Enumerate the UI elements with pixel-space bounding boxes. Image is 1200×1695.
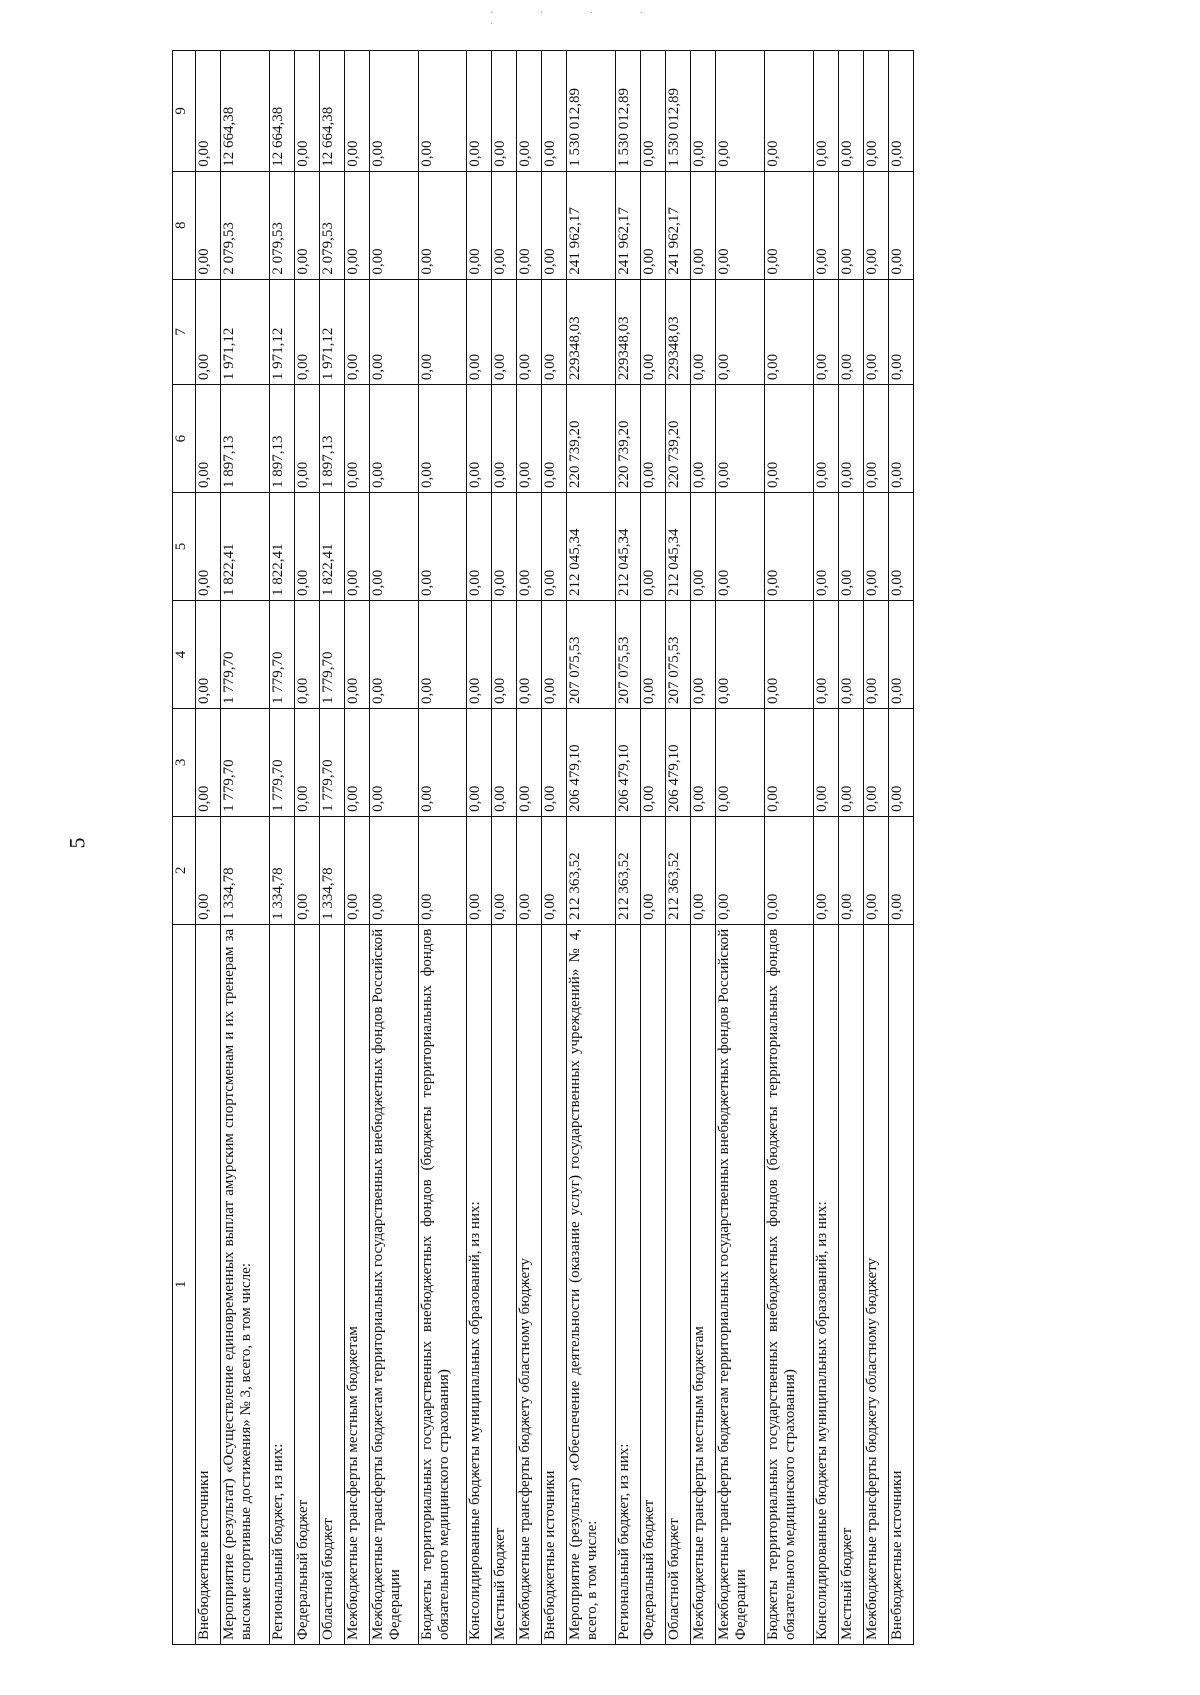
value-cell: 0,00 xyxy=(344,600,369,708)
value-cell: 1 971,12 xyxy=(269,279,294,384)
value-cell: 0,00 xyxy=(641,385,666,493)
value-cell: 0,00 xyxy=(369,816,418,924)
value-cell: 0,00 xyxy=(838,171,863,279)
value-cell: 229348,03 xyxy=(616,279,641,384)
value-cell: 0,00 xyxy=(838,708,863,816)
value-cell: 0,00 xyxy=(418,600,467,708)
value-cell: 0,00 xyxy=(344,493,369,601)
value-cell: 0,00 xyxy=(542,279,567,384)
header-row xyxy=(173,51,196,1645)
value-cell: 0,00 xyxy=(517,816,542,924)
row-label-cell: Местный бюджет xyxy=(492,924,517,1644)
table-row xyxy=(344,51,369,1645)
value-cell: 0,00 xyxy=(467,493,492,601)
table-row xyxy=(716,51,765,1645)
row-label-cell: Областной бюджет xyxy=(319,924,344,1644)
value-cell: 0,00 xyxy=(369,171,418,279)
value-cell: 0,00 xyxy=(517,51,542,172)
value-cell: 0,00 xyxy=(542,51,567,172)
value-cell: 0,00 xyxy=(369,279,418,384)
value-cell: 0,00 xyxy=(764,385,813,493)
column-header-6: 6 xyxy=(173,385,196,493)
value-cell: 0,00 xyxy=(813,708,838,816)
value-cell: 1 822,41 xyxy=(269,493,294,601)
value-cell: 0,00 xyxy=(344,816,369,924)
value-cell: 0,00 xyxy=(716,816,765,924)
value-cell: 0,00 xyxy=(294,279,319,384)
value-cell: 0,00 xyxy=(838,816,863,924)
value-cell: 0,00 xyxy=(492,51,517,172)
value-cell: 0,00 xyxy=(294,385,319,493)
scan-specks: · · · · · xyxy=(490,8,665,30)
value-cell: 0,00 xyxy=(369,51,418,172)
value-cell: 0,00 xyxy=(196,708,221,816)
value-cell: 229348,03 xyxy=(666,279,691,384)
table-row xyxy=(319,51,344,1645)
table-row xyxy=(838,51,863,1645)
value-cell: 0,00 xyxy=(517,385,542,493)
table-row xyxy=(294,51,319,1645)
value-cell: 1 779,70 xyxy=(269,600,294,708)
value-cell: 0,00 xyxy=(813,171,838,279)
value-cell: 0,00 xyxy=(863,171,888,279)
value-cell: 0,00 xyxy=(888,493,913,601)
value-cell: 206 479,10 xyxy=(616,708,641,816)
value-cell: 0,00 xyxy=(517,493,542,601)
value-cell: 1 334,78 xyxy=(319,816,344,924)
value-cell: 241 962,17 xyxy=(567,171,616,279)
value-cell: 1 779,70 xyxy=(221,708,270,816)
value-cell: 0,00 xyxy=(369,493,418,601)
value-cell: 0,00 xyxy=(517,708,542,816)
value-cell: 0,00 xyxy=(764,816,813,924)
row-label-cell: Межбюджетные трансферты местным бюджетам xyxy=(344,924,369,1644)
value-cell: 0,00 xyxy=(691,493,716,601)
value-cell: 1 779,70 xyxy=(319,708,344,816)
value-cell: 0,00 xyxy=(764,708,813,816)
column-header-1: 1 xyxy=(173,924,196,1644)
value-cell: 0,00 xyxy=(196,171,221,279)
value-cell: 0,00 xyxy=(863,279,888,384)
table-row xyxy=(813,51,838,1645)
value-cell: 207 075,53 xyxy=(666,600,691,708)
value-cell: 0,00 xyxy=(863,385,888,493)
table-row xyxy=(269,51,294,1645)
value-cell: 0,00 xyxy=(813,385,838,493)
value-cell: 2 079,53 xyxy=(269,171,294,279)
table-row xyxy=(863,51,888,1645)
row-label-cell: Внебюджетные источники xyxy=(542,924,567,1644)
value-cell: 0,00 xyxy=(716,385,765,493)
value-cell: 0,00 xyxy=(369,600,418,708)
page-number: 5 xyxy=(64,837,90,849)
value-cell: 0,00 xyxy=(888,816,913,924)
column-header-3: 3 xyxy=(173,708,196,816)
value-cell: 241 962,17 xyxy=(616,171,641,279)
value-cell: 212 045,34 xyxy=(666,493,691,601)
value-cell: 0,00 xyxy=(344,51,369,172)
row-label-cell: Межбюджетные трансферты местным бюджетам xyxy=(691,924,716,1644)
value-cell: 0,00 xyxy=(641,600,666,708)
value-cell: 0,00 xyxy=(369,708,418,816)
row-label-cell: Бюджеты территориальных государственных внебюджетных фондов (бюджеты территориальных фондов обязательного медицинского страхования) xyxy=(418,924,467,1644)
row-label-cell: Федеральный бюджет xyxy=(294,924,319,1644)
value-cell: 0,00 xyxy=(691,279,716,384)
value-cell: 0,00 xyxy=(716,708,765,816)
value-cell: 229348,03 xyxy=(567,279,616,384)
row-label-cell: Консолидированные бюджеты муниципальных образований, из них: xyxy=(813,924,838,1644)
value-cell: 207 075,53 xyxy=(616,600,641,708)
value-cell: 0,00 xyxy=(813,493,838,601)
value-cell: 0,00 xyxy=(492,171,517,279)
row-label-cell: Региональный бюджет, из них: xyxy=(616,924,641,1644)
value-cell: 0,00 xyxy=(196,51,221,172)
value-cell: 0,00 xyxy=(691,816,716,924)
value-cell: 0,00 xyxy=(838,600,863,708)
value-cell: 0,00 xyxy=(888,279,913,384)
table-row xyxy=(666,51,691,1645)
value-cell: 0,00 xyxy=(641,279,666,384)
value-cell: 0,00 xyxy=(863,51,888,172)
value-cell: 0,00 xyxy=(542,385,567,493)
table-row xyxy=(369,51,418,1645)
value-cell: 0,00 xyxy=(418,51,467,172)
value-cell: 206 479,10 xyxy=(666,708,691,816)
value-cell: 12 664,38 xyxy=(221,51,270,172)
value-cell: 0,00 xyxy=(813,600,838,708)
value-cell: 0,00 xyxy=(294,493,319,601)
row-label-cell: Внебюджетные источники xyxy=(888,924,913,1644)
value-cell: 0,00 xyxy=(691,385,716,493)
value-cell: 0,00 xyxy=(838,493,863,601)
value-cell: 220 739,20 xyxy=(616,385,641,493)
value-cell: 0,00 xyxy=(294,171,319,279)
value-cell: 0,00 xyxy=(641,51,666,172)
value-cell: 0,00 xyxy=(294,708,319,816)
column-header-2: 2 xyxy=(173,816,196,924)
column-header-7: 7 xyxy=(173,279,196,384)
value-cell: 1 897,13 xyxy=(269,385,294,493)
value-cell: 220 739,20 xyxy=(567,385,616,493)
table-row xyxy=(517,51,542,1645)
value-cell: 0,00 xyxy=(369,385,418,493)
value-cell: 0,00 xyxy=(467,816,492,924)
value-cell: 0,00 xyxy=(196,279,221,384)
value-cell: 0,00 xyxy=(888,385,913,493)
value-cell: 1 822,41 xyxy=(319,493,344,601)
value-cell: 0,00 xyxy=(691,171,716,279)
value-cell: 0,00 xyxy=(492,493,517,601)
value-cell: 2 079,53 xyxy=(221,171,270,279)
value-cell: 0,00 xyxy=(418,708,467,816)
value-cell: 0,00 xyxy=(641,708,666,816)
value-cell: 0,00 xyxy=(838,385,863,493)
value-cell: 0,00 xyxy=(542,600,567,708)
value-cell: 0,00 xyxy=(492,385,517,493)
value-cell: 0,00 xyxy=(294,816,319,924)
row-label-cell: Бюджеты территориальных государственных внебюджетных фондов (бюджеты территориальных фондов обязательного медицинского страхования) xyxy=(764,924,813,1644)
value-cell: 1 897,13 xyxy=(319,385,344,493)
column-header-4: 4 xyxy=(173,600,196,708)
column-header-8: 8 xyxy=(173,171,196,279)
value-cell: 0,00 xyxy=(418,171,467,279)
value-cell: 0,00 xyxy=(517,600,542,708)
budget-table xyxy=(172,50,914,1645)
value-cell: 0,00 xyxy=(813,816,838,924)
value-cell: 0,00 xyxy=(418,385,467,493)
table-body xyxy=(196,51,914,1645)
value-cell: 0,00 xyxy=(492,816,517,924)
value-cell: 0,00 xyxy=(542,816,567,924)
row-label-cell: Мероприятие (результат) «Осуществление единовременных выплат амурским спортсменам и их тренерам за высокие спортивные достижения» № 3, всего, в том числе: xyxy=(221,924,270,1644)
value-cell: 0,00 xyxy=(764,600,813,708)
value-cell: 0,00 xyxy=(838,279,863,384)
value-cell: 0,00 xyxy=(467,51,492,172)
value-cell: 0,00 xyxy=(294,600,319,708)
value-cell: 12 664,38 xyxy=(319,51,344,172)
value-cell: 0,00 xyxy=(196,816,221,924)
value-cell: 206 479,10 xyxy=(567,708,616,816)
value-cell: 1 530 012,89 xyxy=(567,51,616,172)
value-cell: 1 334,78 xyxy=(221,816,270,924)
value-cell: 0,00 xyxy=(418,493,467,601)
value-cell: 0,00 xyxy=(196,385,221,493)
value-cell: 0,00 xyxy=(838,51,863,172)
value-cell: 1 971,12 xyxy=(319,279,344,384)
value-cell: 0,00 xyxy=(888,600,913,708)
value-cell: 0,00 xyxy=(863,600,888,708)
value-cell: 0,00 xyxy=(764,279,813,384)
value-cell: 212 045,34 xyxy=(616,493,641,601)
value-cell: 0,00 xyxy=(196,493,221,601)
value-cell: 0,00 xyxy=(813,51,838,172)
value-cell: 0,00 xyxy=(764,51,813,172)
value-cell: 0,00 xyxy=(467,279,492,384)
value-cell: 1 897,13 xyxy=(221,385,270,493)
budget-table-container xyxy=(172,50,914,1645)
row-label-cell: Региональный бюджет, из них: xyxy=(269,924,294,1644)
row-label-cell: Межбюджетные трансферты бюджетам территориальных государственных внебюджетных фондов Российской Федерации xyxy=(716,924,765,1644)
row-label-cell: Федеральный бюджет xyxy=(641,924,666,1644)
value-cell: 0,00 xyxy=(863,816,888,924)
value-cell: 0,00 xyxy=(813,279,838,384)
value-cell: 220 739,20 xyxy=(666,385,691,493)
table-row xyxy=(418,51,467,1645)
value-cell: 0,00 xyxy=(542,493,567,601)
value-cell: 207 075,53 xyxy=(567,600,616,708)
value-cell: 1 779,70 xyxy=(221,600,270,708)
value-cell: 241 962,17 xyxy=(666,171,691,279)
row-label-cell: Мероприятие (результат) «Обеспечение деятельности (оказание услуг) государственных учреждений» № 4, всего, в том числе: xyxy=(567,924,616,1644)
table-row xyxy=(196,51,221,1645)
value-cell: 0,00 xyxy=(764,493,813,601)
value-cell: 2 079,53 xyxy=(319,171,344,279)
value-cell: 0,00 xyxy=(691,708,716,816)
table-row xyxy=(764,51,813,1645)
value-cell: 0,00 xyxy=(716,600,765,708)
value-cell: 0,00 xyxy=(418,279,467,384)
value-cell: 212 363,52 xyxy=(666,816,691,924)
table-row xyxy=(888,51,913,1645)
value-cell: 0,00 xyxy=(418,816,467,924)
value-cell: 212 363,52 xyxy=(616,816,641,924)
value-cell: 0,00 xyxy=(863,708,888,816)
value-cell: 0,00 xyxy=(467,171,492,279)
value-cell: 0,00 xyxy=(344,708,369,816)
value-cell: 0,00 xyxy=(517,171,542,279)
value-cell: 0,00 xyxy=(691,51,716,172)
table-row xyxy=(567,51,616,1645)
value-cell: 0,00 xyxy=(542,171,567,279)
value-cell: 0,00 xyxy=(641,171,666,279)
value-cell: 1 530 012,89 xyxy=(616,51,641,172)
value-cell: 0,00 xyxy=(888,51,913,172)
value-cell: 0,00 xyxy=(691,600,716,708)
table-row xyxy=(492,51,517,1645)
value-cell: 0,00 xyxy=(716,279,765,384)
value-cell: 0,00 xyxy=(716,171,765,279)
value-cell: 0,00 xyxy=(716,51,765,172)
table-row xyxy=(641,51,666,1645)
value-cell: 0,00 xyxy=(467,600,492,708)
value-cell: 0,00 xyxy=(888,708,913,816)
row-label-cell: Внебюджетные источники xyxy=(196,924,221,1644)
value-cell: 0,00 xyxy=(294,51,319,172)
table-row xyxy=(616,51,641,1645)
value-cell: 0,00 xyxy=(492,600,517,708)
value-cell: 0,00 xyxy=(344,279,369,384)
value-cell: 0,00 xyxy=(467,708,492,816)
value-cell: 1 334,78 xyxy=(269,816,294,924)
column-header-5: 5 xyxy=(173,493,196,601)
value-cell: 0,00 xyxy=(716,493,765,601)
value-cell: 0,00 xyxy=(641,816,666,924)
value-cell: 1 530 012,89 xyxy=(666,51,691,172)
value-cell: 0,00 xyxy=(517,279,542,384)
value-cell: 212 045,34 xyxy=(567,493,616,601)
value-cell: 0,00 xyxy=(196,600,221,708)
value-cell: 0,00 xyxy=(344,385,369,493)
row-label-cell: Областной бюджет xyxy=(666,924,691,1644)
value-cell: 0,00 xyxy=(467,385,492,493)
table-row xyxy=(221,51,270,1645)
value-cell: 0,00 xyxy=(542,708,567,816)
table-row xyxy=(542,51,567,1645)
value-cell: 0,00 xyxy=(344,171,369,279)
row-label-cell: Межбюджетные трансферты бюджетам территориальных государственных внебюджетных фондов Российской Федерации xyxy=(369,924,418,1644)
value-cell: 0,00 xyxy=(764,171,813,279)
row-label-cell: Местный бюджет xyxy=(838,924,863,1644)
table-row xyxy=(691,51,716,1645)
value-cell: 0,00 xyxy=(492,708,517,816)
row-label-cell: Межбюджетные трансферты бюджету областному бюджету xyxy=(517,924,542,1644)
value-cell: 0,00 xyxy=(863,493,888,601)
column-header-9: 9 xyxy=(173,51,196,172)
value-cell: 1 822,41 xyxy=(221,493,270,601)
row-label-cell: Межбюджетные трансферты бюджету областному бюджету xyxy=(863,924,888,1644)
value-cell: 0,00 xyxy=(888,171,913,279)
value-cell: 0,00 xyxy=(492,279,517,384)
value-cell: 0,00 xyxy=(641,493,666,601)
value-cell: 1 779,70 xyxy=(269,708,294,816)
table-row xyxy=(467,51,492,1645)
value-cell: 212 363,52 xyxy=(567,816,616,924)
value-cell: 1 971,12 xyxy=(221,279,270,384)
value-cell: 12 664,38 xyxy=(269,51,294,172)
row-label-cell: Консолидированные бюджеты муниципальных образований, из них: xyxy=(467,924,492,1644)
value-cell: 1 779,70 xyxy=(319,600,344,708)
